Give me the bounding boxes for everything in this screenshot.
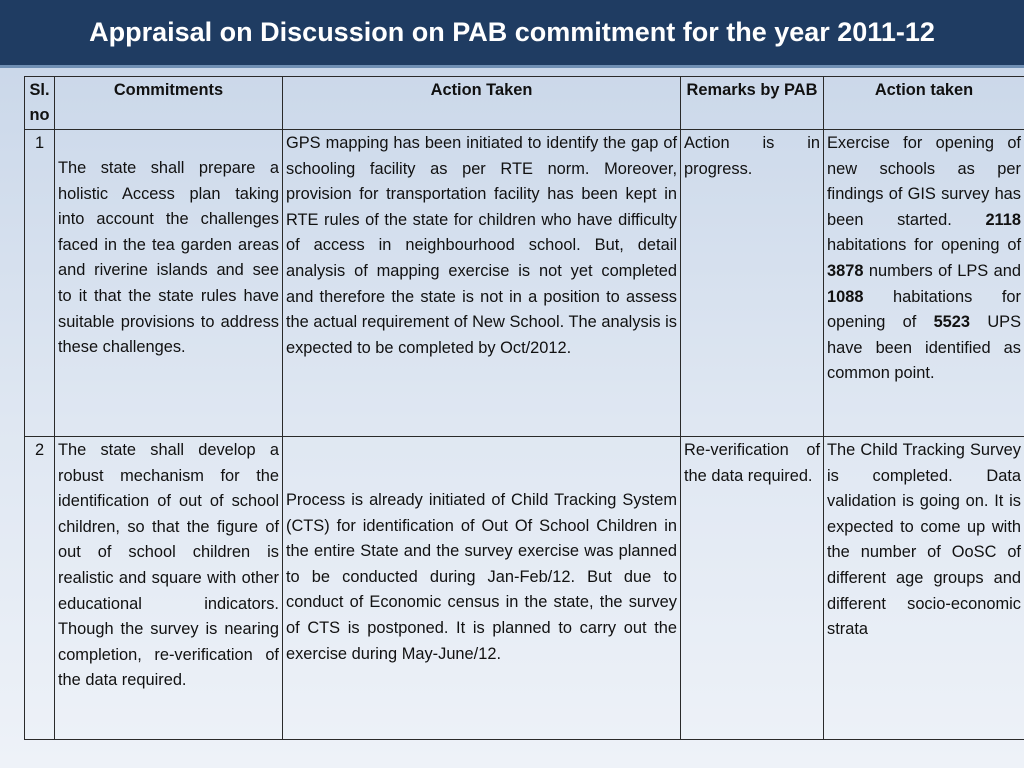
header-action-taken-2: Action taken [824, 77, 1024, 130]
remarks-cell: Re-verification of the data required. [681, 437, 824, 740]
row-sl-number: 1 [25, 130, 55, 437]
lps-count: 3878 [827, 261, 864, 280]
remarks-cell: Action is in progress. [681, 130, 824, 437]
header-remarks-by-pab: Remarks by PAB [681, 77, 824, 130]
action2-text-5: UPS have been identified as common point. [827, 313, 1022, 383]
header-sl-no: Sl. no [25, 77, 55, 130]
table-row [25, 437, 1024, 740]
action2-text-4: habitations for opening of [827, 287, 1021, 332]
commitment-cell: The state shall develop a robust mechanism for the identification of out of school children, so that the figure of out of school children is realistic and square with other educational indicators. Though the survey is nearing completion, re-verification of the data required. [55, 437, 283, 740]
ups-count: 5523 [933, 313, 971, 332]
action2-text-2: habitations for opening of [827, 236, 1021, 255]
habitations-lps-count: 2118 [985, 210, 1021, 229]
action-taken-cell [283, 437, 681, 740]
commitment-cell [55, 130, 283, 437]
action-taken-cell: GPS mapping has been initiated to identify the gap of schooling facility as per RTE norm. Moreover, provision for transportation facility has been kept in RTE rules of the state for children who have difficulty of access in neighbourhood school. But, detail analysis of mapping exercise is not yet completed and therefore the state is not in a position to assess the actual requirement of New School. The analysis is expected to be completed by Oct/2012. [283, 130, 681, 437]
title-bar [0, 0, 1024, 68]
page-title: Appraisal on Discussion on PAB commitment for the year 2011-12 [89, 17, 935, 47]
action2-text-3: numbers of LPS and [868, 261, 1021, 280]
header-commitments: Commitments [55, 77, 283, 130]
table-header-row [25, 77, 1024, 130]
commitment-text: The state shall prepare a holistic Access plan taking into account the challenges faced in the tea garden areas and riverine islands and see to it that the state rules have suitable provisions to address these challenges. [58, 159, 279, 357]
action-taken-2-cell [824, 130, 1024, 437]
action-taken-2-cell: The Child Tracking Survey is completed. Data validation is going on. It is expected to come up with the number of OoSC of different age groups and different socio-economic strata [824, 437, 1024, 740]
table-row [25, 130, 1024, 437]
appraisal-table [24, 76, 1024, 740]
action2-text-1: Exercise for opening of new schools as per findings of GIS survey has been started. [827, 134, 1021, 229]
habitations-ups-count: 1088 [827, 287, 864, 306]
action-taken-text: Process is already initiated of Child Tracking System (CTS) for identification of Out Of School Children in the entire State and the survey exercise was planned to be conducted during Jan-Feb/12. But due to conduct of Economic census in the state, the survey of CTS is postponed. It is planned to carry out the exercise during May-June/12. [286, 491, 677, 663]
header-action-taken: Action Taken [283, 77, 681, 130]
row-sl-number: 2 [25, 437, 55, 740]
